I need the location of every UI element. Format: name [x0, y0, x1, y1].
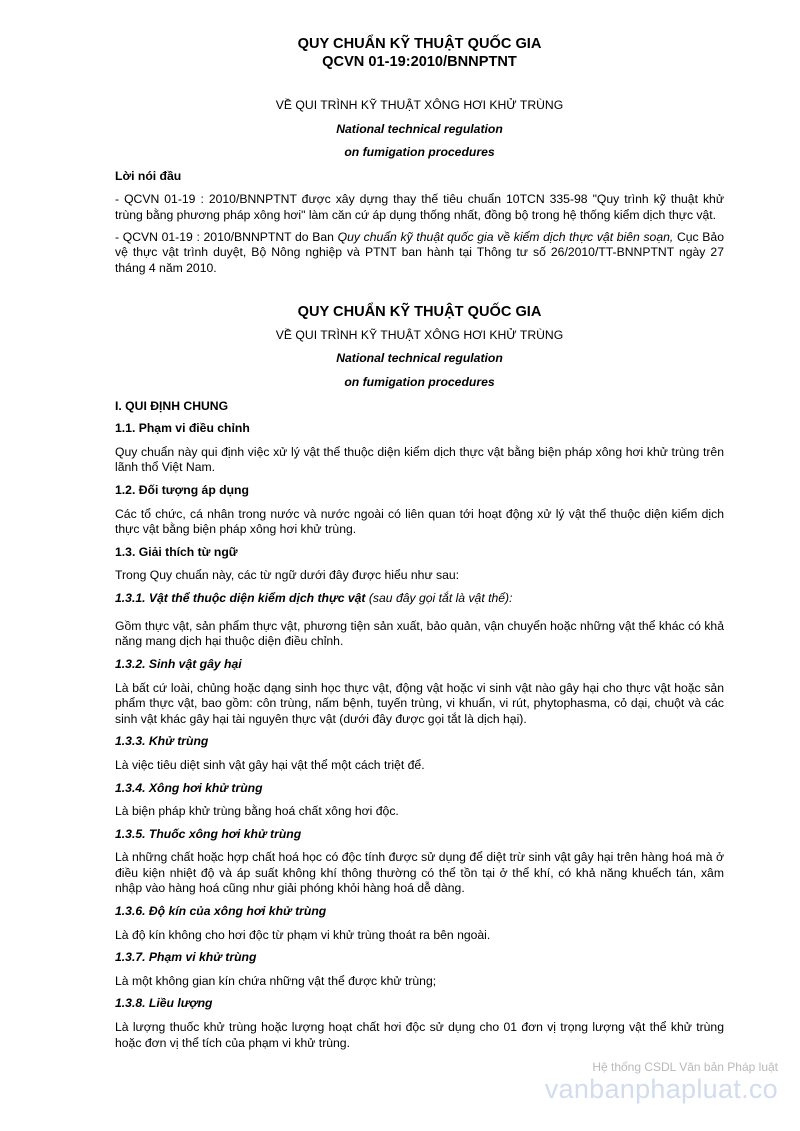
doc-code: QCVN 01-19:2010/BNNPTNT [322, 53, 517, 70]
footer-watermark [545, 1060, 778, 1104]
section-heading-general: I. QUI ĐỊNH CHUNG [115, 398, 229, 413]
text-1-1: Quy chuẩn này qui định việc xử lý vật thể thuộc diện kiểm dịch thực vật bằng biện pháp xông hơi khử trùng trên lãnh thổ Việt Nam. [115, 444, 724, 475]
doc-title: QUY CHUẨN KỸ THUẬT QUỐC GIA [297, 36, 542, 52]
text-1-3-8: Là lượng thuốc khử trùng hoặc lượng hoạt chất hơi độc sử dụng cho 01 đơn vị trọng lượng vật thể khử trùng hoặc đơn vị thể tích của phạm vi khử trùng. [115, 1020, 724, 1050]
text-1-3-4: Là biện pháp khử trùng bằng hoá chất xông hơi độc. [115, 804, 399, 819]
text-1-3-2: Là bất cứ loài, chủng hoặc dạng sinh học thực vật, động vật hoặc vi sinh vật nào gây hại cho thực vật hoặc sản phẩm thực vật, bao gồm: côn trùng, nấm bệnh, tuyến trùng, vi khuẩn, vi rút, phytophasma, cỏ dại, chuột và các sinh vật khác gây hại tài nguyên thực vật (dưới đây được gọi tắt là dịch hại). [115, 680, 724, 726]
heading-1-1: 1.1. Phạm vi điều chỉnh [115, 421, 250, 436]
doc-subtitle: VỀ QUI TRÌNH KỸ THUẬT XÔNG HƠI KHỬ TRÙNG [275, 98, 564, 112]
text-1-3: Trong Quy chuẩn này, các từ ngữ dưới đây được hiểu như sau: [115, 568, 460, 583]
heading-1-3-4: 1.3.4. Xông hơi khử trùng [115, 780, 263, 795]
heading-1-3-6: 1.3.6. Độ kín của xông hơi khử trùng [115, 904, 327, 919]
main-english-title-2: on fumigation procedures [344, 375, 495, 390]
text-1-2: Các tổ chức, cá nhân trong nước và nước ngoài có liên quan tới hoạt động xử lý vật thể thuộc diện kiểm dịch thực vật bằng biện pháp xông hơi khử trùng. [115, 506, 724, 537]
foreword-paragraph-1: - QCVN 01-19 : 2010/BNNPTNT được xây dựng thay thế tiêu chuẩn 10TCN 335-98 "Quy trình kỹ thuật khử trùng bằng phương pháp xông hơi" làm căn cứ áp dụng thống nhất, đồng bộ trong hệ thống kiểm dịch thực vật. [115, 192, 724, 222]
foreword-heading: Lời nói đầu [115, 168, 182, 183]
heading-1-3-8: 1.3.8. Liều lượng [115, 996, 213, 1011]
heading-1-2: 1.2. Đối tượng áp dụng [115, 483, 249, 497]
text-1-3-7: Là một không gian kín chứa những vật thể được khử trùng; [115, 973, 437, 988]
heading-1-3-5: 1.3.5. Thuốc xông hơi khử trùng [115, 826, 302, 841]
footer-system-text: Hệ thống CSDL Văn bản Pháp luật [592, 1060, 778, 1074]
main-english-title-1: National technical regulation [336, 351, 503, 366]
main-title: QUY CHUẨN KỸ THUẬT QUỐC GIA [297, 304, 542, 321]
heading-1-3-7: 1.3.7. Phạm vi khử trùng [115, 950, 257, 965]
heading-1-3-1: 1.3.1. Vật thể thuộc diện kiểm dịch thực vật (sau đây gọi tắt là vật thể): [115, 590, 513, 605]
document-page [115, 36, 724, 1051]
doc-english-title-2: on fumigation procedures [344, 145, 495, 160]
text-1-3-6: Là độ kín không cho hơi độc từ phạm vi khử trùng thoát ra bên ngoài. [115, 927, 491, 942]
heading-1-3-3: 1.3.3. Khử trùng [115, 734, 209, 749]
footer-brand-link[interactable]: vanbanphapluat.co [544, 1074, 778, 1104]
heading-1-3: 1.3. Giải thích từ ngữ [115, 544, 238, 559]
foreword-paragraph-2: - QCVN 01-19 : 2010/BNNPTNT do Ban Quy chuẩn kỹ thuật quốc gia về kiểm dịch thực vật biên soạn, Cục Bảo vệ thực vật trình duyệt, Bộ Nông nghiệp và PTNT ban hành tại Thông tư số 26/2010/TT-BNNPTNT ngày 27 tháng 4 năm 2010. [115, 229, 724, 275]
text-1-3-3: Là việc tiêu diệt sinh vật gây hại vật thể một cách triệt để. [115, 757, 425, 772]
heading-1-3-2: 1.3.2. Sinh vật gây hại [115, 656, 242, 671]
doc-english-title-1: National technical regulation [336, 121, 503, 136]
text-1-3-1: Gồm thực vật, sản phẩm thực vật, phương tiện sản xuất, bảo quản, vận chuyển hoặc những vật thể khác có khả năng mang dịch hại thuộc diện điều chỉnh. [115, 618, 724, 649]
main-subtitle: VỀ QUI TRÌNH KỸ THUẬT XÔNG HƠI KHỬ TRÙNG [275, 327, 564, 342]
text-1-3-5: Là những chất hoặc hợp chất hoá học có độc tính được sử dụng để diệt trừ sinh vật gây hại trên hàng hoá mà ở điều kiện nhiệt độ và áp suất không khí thông thường có thể tồn tại ở thể khí, có khả năng khuếch tán, xâm nhập vào hàng hoá cũng như giải phóng khỏi hàng hoá dễ dàng. [115, 850, 724, 896]
